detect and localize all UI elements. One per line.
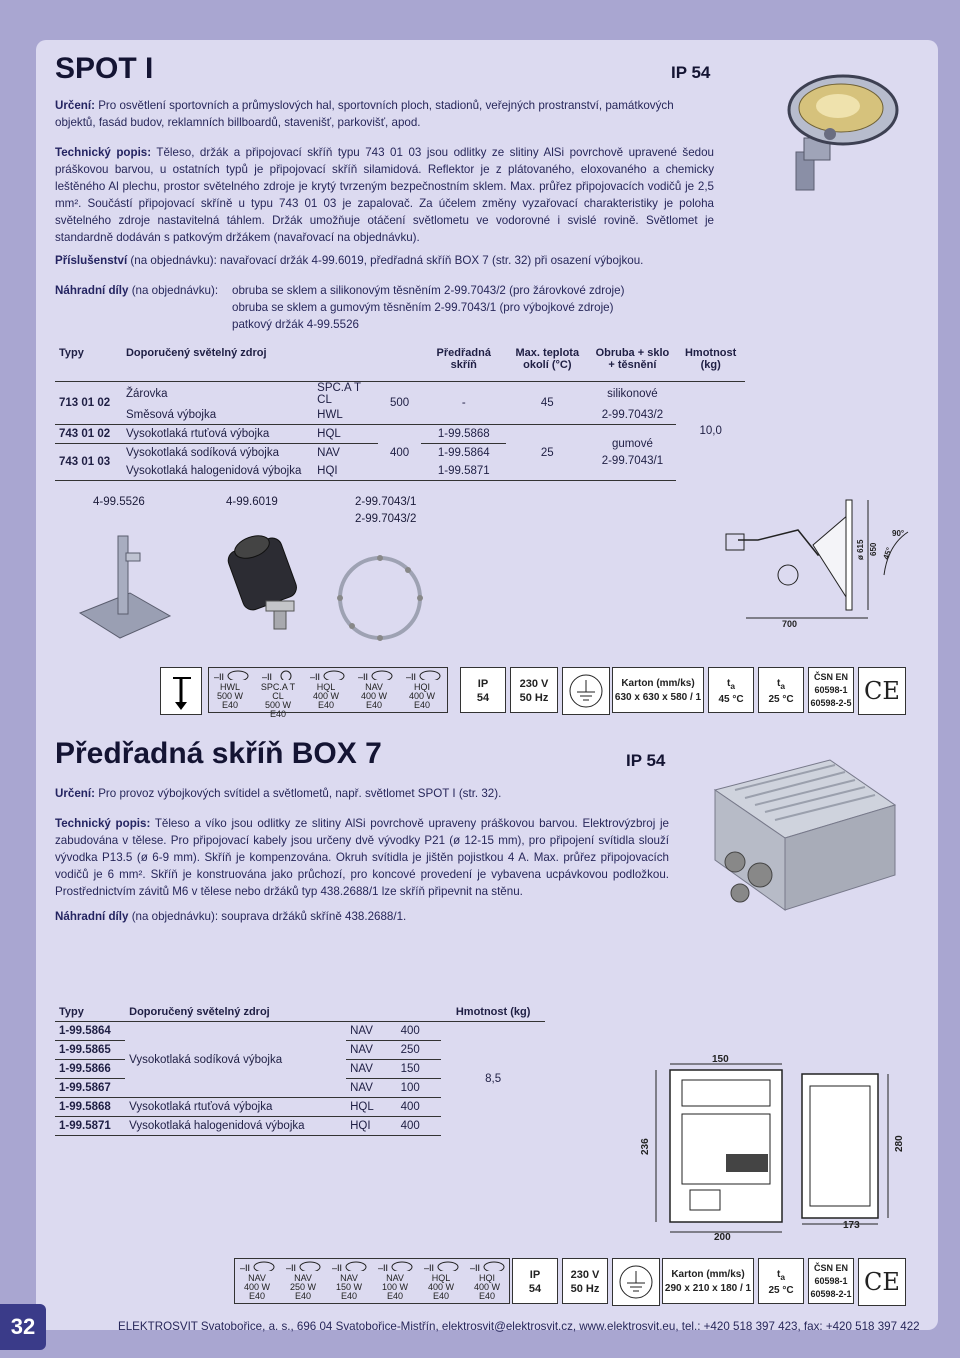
spot-urceni-text: Pro osvětlení sportovních a průmyslových hal, sportovních ploch, stadionů, veřejných prostranství, památkových objektů, fasád budov, reklamních billboardů, stavenišť, parkovišť, apod. bbox=[55, 99, 674, 129]
frequency-value: 50 Hz bbox=[570, 1283, 600, 1295]
source-cell: Vysokotlaká sodíková výbojka bbox=[125, 1022, 346, 1098]
lamp-power: 400 W bbox=[408, 691, 435, 701]
ambient-temp-picto bbox=[758, 1258, 804, 1304]
footer-contact: ELEKTROSVIT Svatobořice, a. s., 696 04 Svatobořice-Mistřín, elektrosvit@elektrosvit.cz, www.elektrosvit.eu, tel.: +420 518 397 423, fax: +420 518 397 422 bbox=[118, 1320, 920, 1333]
ballast-cell: 1-99.5871 bbox=[421, 462, 506, 481]
standard-picto bbox=[808, 1258, 854, 1304]
code-cell: NAV bbox=[346, 1022, 396, 1041]
box-types-table bbox=[55, 1003, 545, 1136]
earth-picto bbox=[562, 667, 610, 715]
box-lamp-pictos-frame bbox=[234, 1258, 510, 1304]
lamp-socket: E40 bbox=[248, 1291, 265, 1301]
lamp-power: 400 W bbox=[312, 691, 339, 701]
page-number: 32 bbox=[0, 1304, 46, 1350]
lamp-type: HQI bbox=[413, 682, 430, 692]
box-ip-rating: IP 54 bbox=[626, 751, 666, 770]
lamp-power: 150 W bbox=[335, 1282, 362, 1292]
table-header-cell: Doporučený světelný zdroj bbox=[125, 1003, 441, 1022]
code-cell: HWL bbox=[313, 406, 378, 425]
ambient-temp-picto bbox=[708, 667, 754, 713]
spot-spare-label: Náhradní díly bbox=[55, 284, 129, 297]
lamp-type: NAV bbox=[365, 682, 383, 692]
earth-picto bbox=[612, 1258, 660, 1306]
foot-bracket-image bbox=[70, 528, 180, 648]
lamp-type: HWL bbox=[220, 682, 240, 692]
table-row bbox=[55, 1022, 545, 1041]
type-cell: 1-99.5865 bbox=[55, 1041, 125, 1060]
frequency-value: 50 Hz bbox=[519, 692, 549, 704]
source-cell: Vysokotlaká rtuťová výbojka bbox=[125, 1098, 346, 1117]
lamp-power: 400 W bbox=[243, 1282, 270, 1292]
dim-length-label: 700 bbox=[782, 619, 798, 629]
spot-spare-item: obruba se sklem a gumovým těsněním 2-99.7043/1 (pro výbojkové zdroje) bbox=[232, 301, 614, 314]
ballast-cell: - bbox=[421, 382, 506, 425]
spotlight-photo bbox=[738, 68, 908, 196]
watt-cell: 100 bbox=[397, 1079, 442, 1098]
lamp-socket: E40 bbox=[269, 709, 286, 719]
svg-text:–II: –II bbox=[406, 672, 417, 680]
source-cell: Vysokotlaká rtuťová výbojka bbox=[122, 425, 313, 444]
watt-cell: 500 bbox=[378, 382, 422, 425]
watt-cell: 150 bbox=[397, 1060, 442, 1079]
temp-cell: 45 bbox=[506, 382, 588, 425]
code-cell: HQI bbox=[346, 1117, 396, 1136]
svg-text:–II: –II bbox=[358, 672, 369, 680]
type-cell: 743 01 03 bbox=[55, 444, 122, 481]
voltage-value: 230 V bbox=[519, 678, 549, 690]
temp-value: 45 °C bbox=[718, 694, 744, 705]
carton-picto bbox=[662, 1258, 754, 1304]
lamp-socket: E40 bbox=[413, 700, 430, 710]
dim-diameter-label: ø 615 bbox=[856, 539, 865, 560]
mass-cell: 8,5 bbox=[485, 1072, 502, 1085]
box-urceni bbox=[55, 785, 675, 802]
source-cell: Vysokotlaká halogenidová výbojka bbox=[122, 462, 313, 481]
lamp-socket: E40 bbox=[221, 700, 238, 710]
acc-label: 4-99.5526 bbox=[93, 496, 145, 508]
svg-text:–II: –II bbox=[286, 1263, 297, 1271]
svg-text:–II: –II bbox=[262, 672, 273, 680]
ce-mark-icon: CE bbox=[858, 1258, 906, 1306]
box-title: Předřadná skříň BOX 7 bbox=[55, 737, 382, 770]
spot-accessories-text: (na objednávku): navařovací držák 4-99.6019, předřadná skříň BOX 7 (str. 32) při osazení výbojkou. bbox=[130, 254, 644, 267]
box-tech-label: Technický popis: bbox=[55, 817, 151, 830]
table-header-cell: Doporučený světelný zdroj bbox=[125, 347, 267, 359]
lamp-socket: E40 bbox=[478, 1291, 495, 1301]
spot-urceni bbox=[55, 97, 714, 131]
carton-label: Karton (mm/ks) bbox=[671, 1269, 745, 1280]
temp-symbol: $t_a$ bbox=[777, 678, 785, 691]
acc-label: 2-99.7043/2 bbox=[355, 513, 417, 525]
lamp-power: 250 W bbox=[289, 1282, 316, 1292]
ip-picto-label: IP bbox=[529, 1269, 541, 1281]
svg-text:–II: –II bbox=[424, 1263, 435, 1271]
svg-text:–II: –II bbox=[240, 1263, 251, 1271]
lamp-power: 400 W bbox=[473, 1282, 500, 1292]
suspension-picto bbox=[160, 667, 202, 715]
type-cell: 713 01 02 bbox=[55, 382, 122, 425]
carton-label: Karton (mm/ks) bbox=[621, 678, 695, 689]
svg-text:–II: –II bbox=[470, 1263, 481, 1271]
type-cell: 1-99.5866 bbox=[55, 1060, 125, 1079]
lamp-socket: E40 bbox=[365, 700, 382, 710]
spot-tech-text: Těleso, držák a připojovací skříň typu 743 01 03 jsou odlitky ze slitiny AlSi povrchově upravené šedou práškovou barvou, u ostatních typů je připojovací skříň silamidová. Reflektor je z plátovaného, eloxovaného a chemicky leštěného Al plechu, prostor světelného zdroje je krytý tvrzeným bezpečnostním sklem. Max. průřez připojovacích vodičů je 2,5 mm². Součástí připojovací skříně u typu 743 01 03 je zapalovač. Za účelem změny vyzařovací charakteristiky je poloha světelného zdroje nastavitelná táhlem. Držák umožňuje otáčení světlometu ve vodorovné i svislé rovině. Světlomet je standardně dodáván s patkovým držákem (navařovací na objednávku). bbox=[55, 146, 714, 244]
lamp-pictos-frame bbox=[208, 667, 448, 713]
spot-dimension-drawing bbox=[718, 490, 914, 630]
voltage-picto bbox=[510, 667, 558, 713]
dim-angle-label: 45° bbox=[881, 546, 895, 561]
code-cell: NAV bbox=[346, 1079, 396, 1098]
spot-accessories bbox=[55, 252, 715, 269]
lamp-type: NAV bbox=[294, 1273, 312, 1283]
mass-cell: 10,0 bbox=[699, 425, 722, 438]
dim-rotation-label: 90° bbox=[892, 529, 905, 538]
standard-picto bbox=[808, 667, 854, 713]
source-cell: Vysokotlaká sodíková výbojka bbox=[125, 447, 279, 459]
lamp-type: NAV bbox=[386, 1273, 404, 1283]
earth-ground-icon bbox=[613, 1259, 659, 1305]
watt-cell: 400 bbox=[397, 1022, 442, 1041]
table-header-cell: Typy bbox=[55, 1003, 125, 1022]
lamp-socket: E40 bbox=[294, 1291, 311, 1301]
standard-label: ČSN EN bbox=[813, 672, 848, 682]
lamp-power: 100 W bbox=[381, 1282, 408, 1292]
ip-picto-label: IP bbox=[477, 678, 489, 690]
temp-symbol: $t_a$ bbox=[777, 1269, 785, 1282]
watt-cell: 250 bbox=[397, 1041, 442, 1060]
watt-cell: 400 bbox=[397, 1098, 442, 1117]
lamp-type: HQL bbox=[431, 1273, 451, 1283]
spot-spare-prefix: (na objednávku): bbox=[131, 284, 219, 297]
standard-code: 60598-2-5 bbox=[810, 698, 852, 708]
rim-material: gumové bbox=[611, 437, 653, 450]
spot-spare-item: patkový držák 4-99.5526 bbox=[232, 318, 359, 331]
lamp-power: 400 W bbox=[360, 691, 387, 701]
table-header-row bbox=[55, 347, 745, 382]
code-cell: NAV bbox=[346, 1060, 396, 1079]
code-cell: HQI bbox=[313, 462, 378, 481]
voltage-value: 230 V bbox=[570, 1269, 600, 1281]
dim-label: 150 bbox=[712, 1054, 729, 1065]
standard-code: 60598-2-1 bbox=[810, 1289, 852, 1299]
spot-title: SPOT I bbox=[55, 52, 154, 85]
lamp-socket: E40 bbox=[317, 700, 334, 710]
svg-text:–II: –II bbox=[310, 672, 321, 680]
code-cell: NAV bbox=[346, 1041, 396, 1060]
table-header-cell: Předřadná skříň bbox=[436, 347, 491, 371]
spot-types-table bbox=[55, 347, 745, 481]
lamp-socket: E40 bbox=[340, 1291, 357, 1301]
rim-code: 2-99.7043/1 bbox=[601, 454, 664, 467]
lamp-type: HQL bbox=[316, 682, 336, 692]
box-urceni-text: Pro provoz výbojkových svítidel a světlometů, např. světlomet SPOT I (str. 32). bbox=[98, 787, 502, 800]
standard-code: 60598-1 bbox=[814, 1276, 848, 1286]
ip-picto-value: 54 bbox=[476, 692, 490, 704]
table-row bbox=[55, 382, 745, 407]
svg-text:–II: –II bbox=[214, 672, 225, 680]
rim-cell bbox=[589, 425, 677, 481]
svg-text:–II: –II bbox=[332, 1263, 343, 1271]
carton-value: 290 x 210 x 180 / 1 bbox=[664, 1283, 752, 1294]
watt-cell: 400 bbox=[397, 1117, 442, 1136]
standard-code: 60598-1 bbox=[814, 685, 848, 695]
acc-label: 2-99.7043/1 bbox=[355, 496, 417, 508]
temp-value: 25 °C bbox=[768, 694, 794, 705]
dim-label: 280 bbox=[894, 1135, 905, 1152]
table-header-cell: Hmotnost (kg) bbox=[441, 1003, 545, 1022]
type-cell: 1-99.5871 bbox=[55, 1117, 125, 1136]
spot-spare-item: obruba se sklem a silikonovým těsněním 2-99.7043/2 (pro žárovkové zdroje) bbox=[232, 284, 625, 297]
dim-height-label: 650 bbox=[869, 542, 878, 556]
code-cell: HQL bbox=[346, 1098, 396, 1117]
code-cell: NAV bbox=[317, 447, 340, 459]
ambient-temp-picto bbox=[758, 667, 804, 713]
standard-label: ČSN EN bbox=[813, 1263, 848, 1273]
glass-rim-image bbox=[330, 548, 430, 648]
spot-urceni-label: Určení: bbox=[55, 99, 95, 112]
ip-picto bbox=[460, 667, 506, 713]
spot-tech-label: Technický popis: bbox=[55, 146, 152, 159]
box-tech-text: Těleso a víko jsou odlitky ze slitiny AlSi povrchově upraveny práškovou barvou. Elektrovýzbroj je zabudována v tělese. Pro připojovací kabely jsou určeny dvě vývodky P21 (ø 12-15 mm), pro připojení svítidla slouží vývodka P13.5 (ø 6-9 mm). Skříň je kompenzována. Okruh svítidla je jištěn pojistkou 4 A. Max. průřez připojovacích vodičů je 6 mm². Skříň je konstruována jako průchozí, pro koncové provedení je vybavena ucpávkovou podložkou. Prostřednictvím závitů M6 v tělese nebo držáků typ 438.2688/1 lze skříň připevnit na stěnu. bbox=[55, 817, 670, 898]
lamp-socket: E40 bbox=[386, 1291, 403, 1301]
code-cell: SPC.A T CL bbox=[317, 382, 361, 406]
box-spare-label: Náhradní díly bbox=[55, 910, 129, 923]
box-spare-parts bbox=[55, 908, 675, 925]
lamp-power: 500 W bbox=[216, 691, 243, 701]
carton-picto bbox=[612, 667, 704, 713]
spot-tech-description bbox=[55, 144, 714, 246]
spot-spare-list bbox=[232, 282, 712, 333]
voltage-picto bbox=[562, 1258, 608, 1304]
weld-bracket-image bbox=[216, 525, 326, 640]
temp-value: 25 °C bbox=[768, 1285, 794, 1296]
table-row bbox=[55, 425, 745, 444]
box-dimension-drawing bbox=[630, 1050, 910, 1240]
watt-cell: 400 bbox=[378, 425, 422, 481]
ballast-cell: 1-99.5864 bbox=[437, 447, 490, 459]
lamp-power: 400 W bbox=[427, 1282, 454, 1292]
source-cell: Směsová výbojka bbox=[122, 406, 313, 425]
source-cell: Žárovka bbox=[125, 388, 168, 400]
lamp-type: NAV bbox=[248, 1273, 266, 1283]
lamp-socket: E40 bbox=[432, 1291, 449, 1301]
arrow-down-icon bbox=[161, 668, 201, 714]
code-cell: HQL bbox=[313, 425, 378, 444]
ballast-cell: 1-99.5868 bbox=[421, 425, 506, 444]
dim-label: 173 bbox=[843, 1220, 860, 1231]
rim-cell: 2-99.7043/2 bbox=[589, 406, 677, 425]
box-urceni-label: Určení: bbox=[55, 787, 95, 800]
table-header-cell: Typy bbox=[59, 347, 84, 359]
svg-text:–II: –II bbox=[378, 1263, 389, 1271]
table-header-cell: Hmotnost (kg) bbox=[684, 347, 737, 371]
table-header-cell: Max. teplota okolí (°C) bbox=[515, 347, 580, 371]
dim-label: 200 bbox=[714, 1232, 731, 1240]
type-cell: 743 01 02 bbox=[55, 425, 122, 444]
ce-mark-icon: CE bbox=[858, 667, 906, 715]
source-cell: Vysokotlaká halogenidová výbojka bbox=[125, 1117, 346, 1136]
dim-label: 236 bbox=[640, 1138, 651, 1155]
type-cell: 1-99.5867 bbox=[55, 1079, 125, 1098]
temp-cell: 25 bbox=[506, 425, 588, 481]
lamp-type: NAV bbox=[340, 1273, 358, 1283]
carton-value: 630 x 630 x 580 / 1 bbox=[614, 692, 702, 703]
rim-cell: silikonové bbox=[607, 388, 658, 400]
spot-ip-rating: IP 54 bbox=[671, 63, 711, 82]
box-spare-text: (na objednávku): souprava držáků skříně 438.2688/1. bbox=[131, 910, 407, 923]
box-photo bbox=[690, 750, 915, 920]
type-cell: 1-99.5864 bbox=[55, 1022, 125, 1041]
earth-ground-icon bbox=[563, 668, 609, 714]
ip-picto-value: 54 bbox=[528, 1283, 542, 1295]
table-header-cell: Obruba + sklo + těsnění bbox=[595, 347, 670, 371]
table-header-row bbox=[55, 1003, 545, 1022]
temp-symbol: $t_a$ bbox=[727, 678, 735, 691]
spot-accessories-label: Příslušenství bbox=[55, 254, 128, 267]
lamp-power: 500 W bbox=[264, 700, 291, 710]
ip-picto bbox=[512, 1258, 558, 1304]
box-tech-description bbox=[55, 815, 669, 900]
lamp-type: HQI bbox=[478, 1273, 495, 1283]
type-cell: 1-99.5868 bbox=[55, 1098, 125, 1117]
acc-label: 4-99.6019 bbox=[226, 496, 278, 508]
lamp-type: SPC.A T CL bbox=[260, 682, 296, 701]
